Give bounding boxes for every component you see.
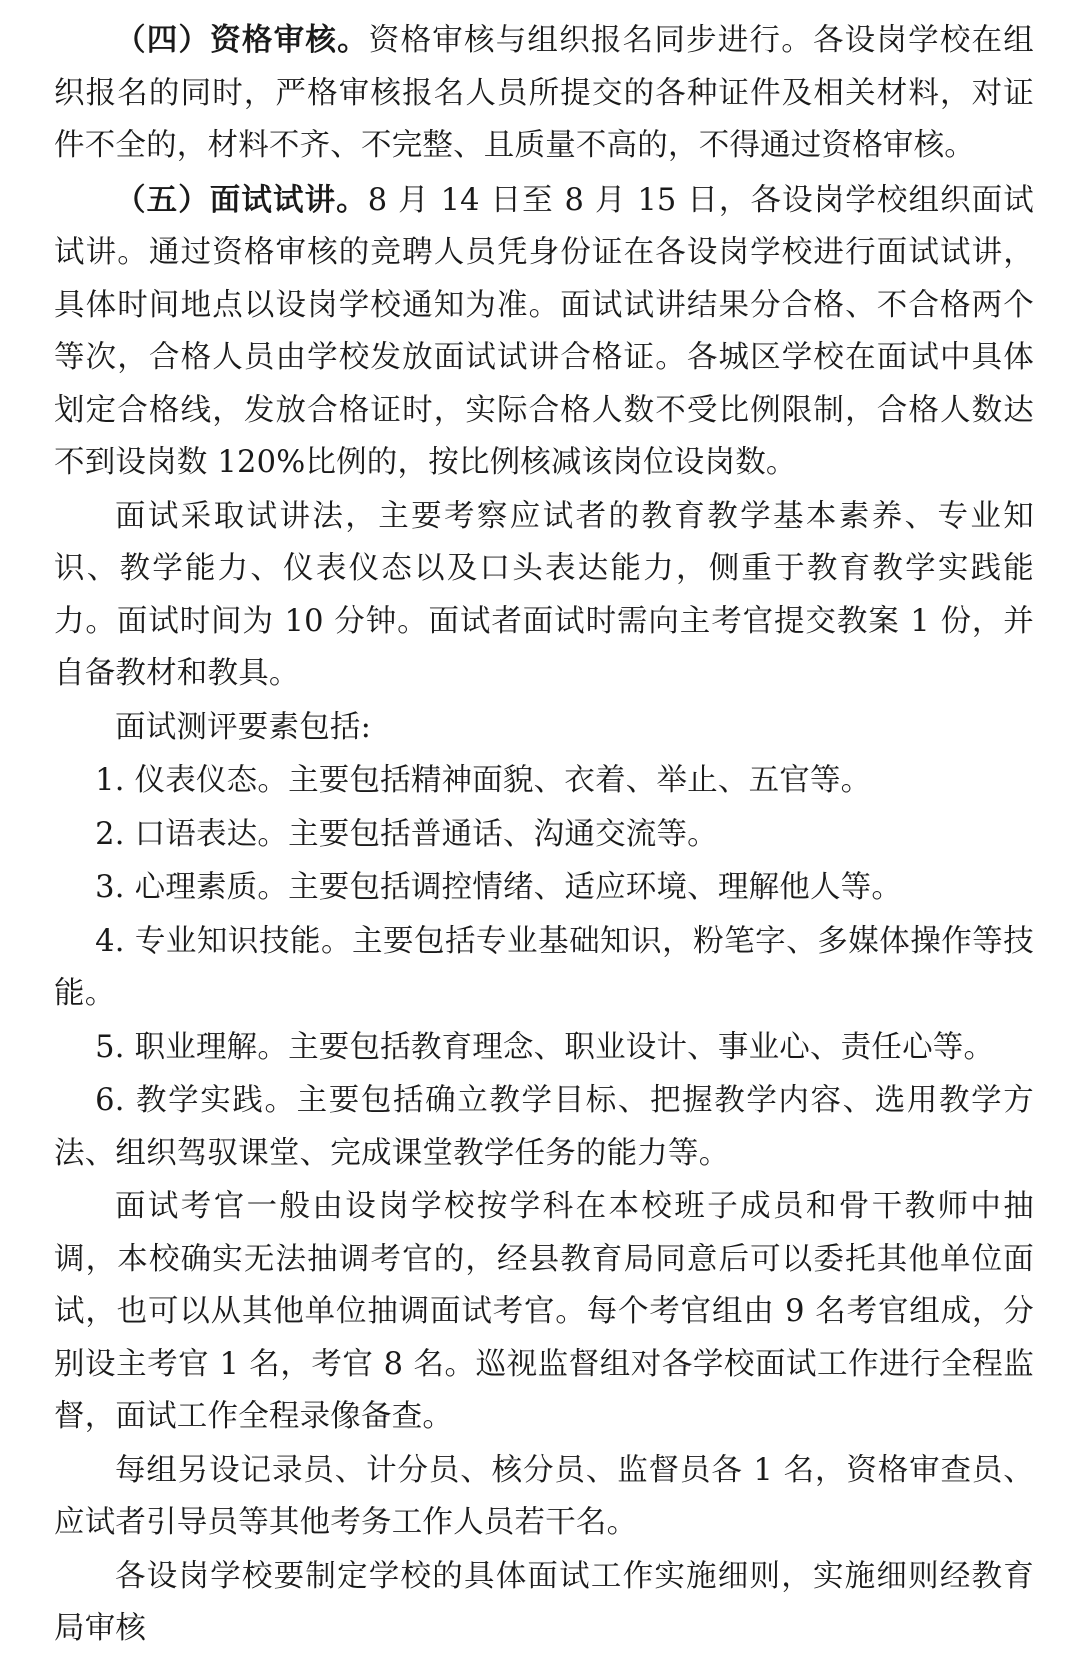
list-item-6 [54, 1075, 1034, 1180]
list-item-text: 4. 专业知识技能。主要包括专业基础知识，粉笔字、多媒体操作等技能。 [54, 923, 1034, 1011]
paragraph-examiners [54, 1181, 1034, 1444]
list-item-2 [54, 809, 1034, 862]
paragraph-text: 面试采取试讲法，主要考察应试者的教育教学基本素养、专业知识、教学能力、仪表仪态以及口头表达能力，侧重于教育教学实践能力。面试时间为 10 分钟。面试者面试时需向主考官提交教案 1 份，并自备教材和教具。 [54, 498, 1034, 691]
paragraph-lead-label: （五）面试试讲。 [115, 181, 368, 218]
list-item-text: 5. 职业理解。主要包括教育理念、职业设计、事业心、责任心等。 [95, 1029, 995, 1065]
paragraph-text: 每组另设记录员、计分员、核分员、监督员各 1 名，资格审查员、应试者引导员等其他考务工作人员若干名。 [54, 1452, 1034, 1540]
paragraph-text: 8 月 14 日至 8 月 15 日，各设岗学校组织面试试讲。通过资格审核的竞聘人员凭身份证在各设岗学校进行面试试讲，具体时间地点以设岗学校通知为准。面试试讲结果分合格、不合格两个等次，合格人员由学校发放面试试讲合格证。各城区学校在面试中具体划定合格线，发放合格证时，实际合格人数不受比例限制，合格人数达不到设岗数 120%比例的，按比例核减该岗位设岗数。 [54, 182, 1034, 480]
paragraph-lead-label: （四）资格审核。 [115, 22, 369, 58]
list-item-5 [54, 1022, 1034, 1075]
paragraph-evaluation-elements-heading [54, 702, 1034, 755]
paragraph-interview-method [54, 491, 1034, 701]
list-item-1 [54, 755, 1034, 808]
paragraph-text: 各设岗学校要制定学校的具体面试工作实施细则，实施细则经教育局审核 [54, 1558, 1034, 1646]
list-item-text: 1. 仪表仪态。主要包括精神面貌、衣着、举止、五官等。 [95, 763, 872, 798]
list-item-text: 3. 心理素质。主要包括调控情绪、适应环境、理解他人等。 [95, 870, 903, 905]
list-item-text: 2. 口语表达。主要包括普通话、沟通交流等。 [95, 816, 718, 852]
paragraph-staff [54, 1445, 1034, 1550]
list-item-4 [54, 916, 1034, 1021]
paragraph-qualification-review [54, 14, 1034, 173]
paragraph-rules [54, 1551, 1034, 1656]
paragraph-interview-trial-lecture [54, 174, 1034, 490]
list-item-text: 6. 教学实践。主要包括确立教学目标、把握教学内容、选用教学方法、组织驾驭课堂、完成课堂教学任务的能力等。 [54, 1083, 1034, 1171]
paragraph-text: 面试测评要素包括: [115, 709, 372, 745]
paragraph-text: 面试考官一般由设岗学校按学科在本校班子成员和骨干教师中抽调，本校确实无法抽调考官的，经县教育局同意后可以委托其他单位面试，也可以从其他单位抽调面试考官。每个考官组由 9 名考官组成，分别设主考官 1 名，考官 8 名。巡视监督组对各学校面试工作进行全程监督，面试工作全程录像备查。 [54, 1189, 1034, 1434]
list-item-3 [54, 862, 1034, 915]
paragraph-text: 资格审核与组织报名同步进行。各设岗学校在组织报名的同时，严格审核报名人员所提交的各种证件及相关材料，对证件不全的，材料不齐、不完整、且质量不高的，不得通过资格审核。 [54, 23, 1034, 163]
